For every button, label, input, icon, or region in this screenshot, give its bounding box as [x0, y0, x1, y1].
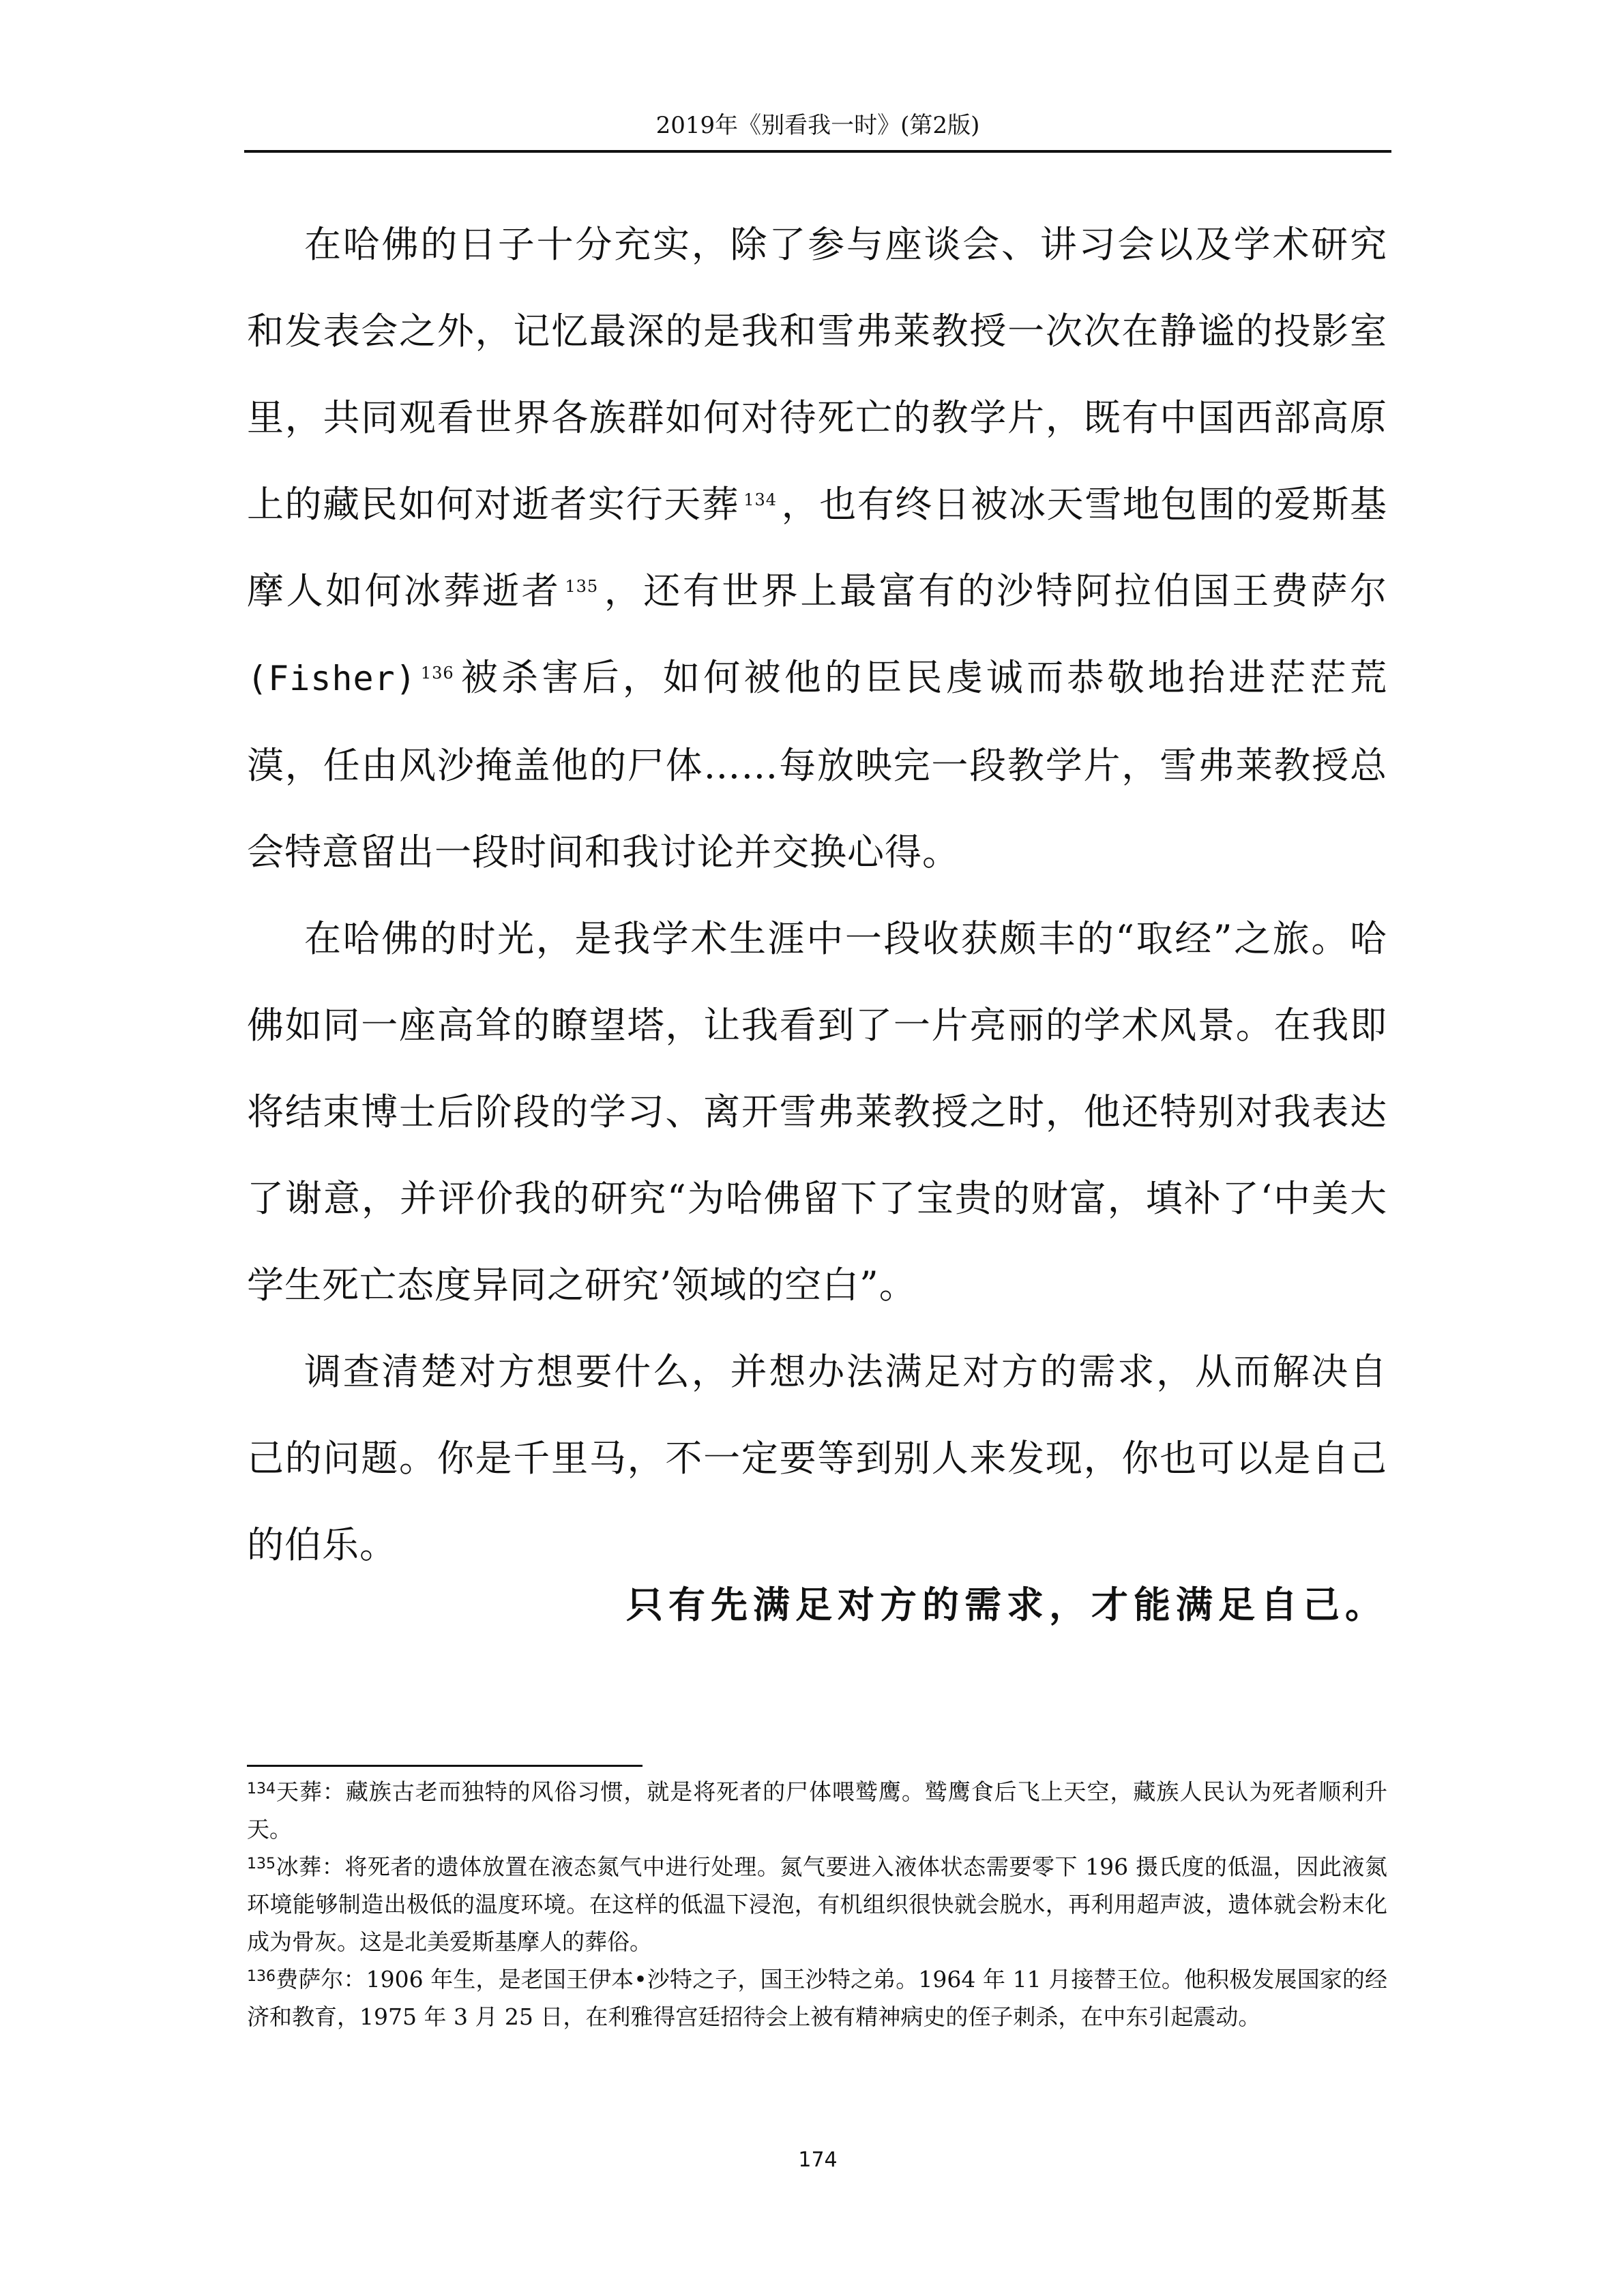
footnote-135 [247, 1848, 1387, 1960]
paragraph-1-part-4: 被杀害后，如何被他的臣民虔诚而恭敬地抬进茫茫荒漠，任由风沙掩盖他的尸体……每放映完一段教学片，雪弗莱教授总会特意留出一段时间和我讨论并交换心得。 [247, 656, 1387, 874]
paragraph-1-part-3: ，还有世界上最富有的沙特阿拉伯国王费萨尔 [602, 569, 1388, 612]
header-rule [244, 150, 1391, 153]
footnote-ref-134[interactable]: 134 [743, 490, 778, 509]
footnote-text: 天葬：藏族古老而独特的风俗习惯，就是将死者的尸体喂鹫鹰。鹫鹰食后飞上天空，藏族人民认为死者顺利升天。 [247, 1778, 1387, 1843]
footnotes [247, 1773, 1387, 2036]
paragraph-1-part-2: ，也有终日被冰天雪地包围的爱斯基摩人如何冰葬逝者 [247, 483, 1388, 612]
footnote-134 [247, 1773, 1387, 1848]
closing-tagline: 只有先满足对方的需求，才能满足自己。 [626, 1583, 1387, 1626]
paragraph-1-latin-name: (Fisher) [247, 659, 417, 698]
paragraph-1 [247, 201, 1387, 895]
footnote-text: 冰葬：将死者的遗体放置在液态氮气中进行处理。氮气要进入液体状态需要零下 196 摄氏度的低温，因此液氮环境能够制造出极低的温度环境。在这样的低温下浸泡，有机组织很快就会脱水，再利用超声波，遗体就会粉末化成为骨灰。这是北美爱斯基摩人的葬俗。 [247, 1853, 1387, 1955]
running-header: 2019年《别看我一时》(第2版) [655, 112, 980, 139]
footnote-number: 136 [247, 1968, 276, 1985]
footnote-136 [247, 1960, 1387, 2036]
footnote-number: 134 [247, 1780, 276, 1798]
paragraph-3: 调查清楚对方想要什么，并想办法满足对方的需求，从而解决自己的问题。你是千里马，不一定要等到别人来发现，你也可以是自己的伯乐。 [247, 1350, 1387, 1566]
paragraph-1-part-1: 在哈佛的日子十分充实，除了参与座谈会、讲习会以及学术研究和发表会之外，记忆最深的是我和雪弗莱教授一次次在静谧的投影室里，共同观看世界各族群如何对待死亡的教学片，既有中国西部高原上的藏民如何对逝者实行天葬 [247, 223, 1387, 526]
footnote-rule [247, 1765, 643, 1767]
footnote-text: 费萨尔：1906 年生，是老国王伊本•沙特之子，国王沙特之弟。1964 年 11 月接替王位。他积极发展国家的经济和教育，1975 年 3 月 25 日，在利雅得宫廷招待会上被有精神病史的侄子刺杀，在中东引起震动。 [247, 1966, 1387, 2030]
paragraph-2: 在哈佛的时光，是我学术生涯中一段收获颇丰的“取经”之旅。哈佛如同一座高耸的瞭望塔，让我看到了一片亮丽的学术风景。在我即将结束博士后阶段的学习、离开雪弗莱教授之时，他还特别对我表达了谢意，并评价我的研究“为哈佛留下了宝贵的财富，填补了‘中美大学生死亡态度异同之研究’领域的空白”。 [247, 917, 1387, 1307]
body-text [247, 201, 1387, 1588]
footnote-ref-135[interactable]: 135 [565, 577, 599, 596]
page-number: 174 [798, 2148, 838, 2172]
footnote-number: 135 [247, 1855, 276, 1873]
footnote-ref-136[interactable]: 136 [420, 664, 454, 683]
